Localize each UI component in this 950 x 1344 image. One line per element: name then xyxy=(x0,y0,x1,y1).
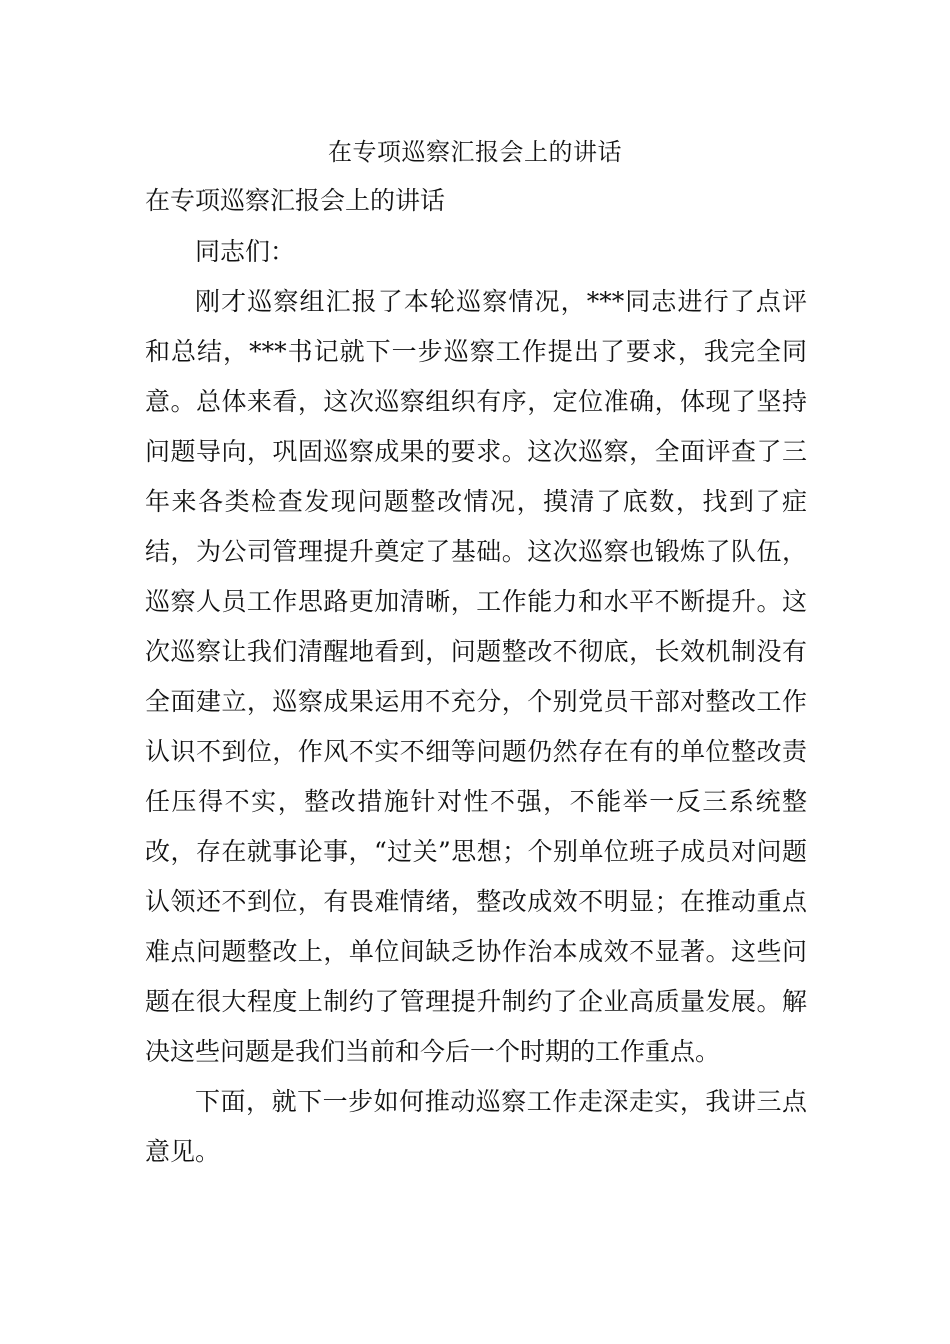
document-body xyxy=(145,227,807,1177)
document-subtitle: 在专项巡察汇报会上的讲话 xyxy=(145,186,446,215)
document-title: 在专项巡察汇报会上的讲话 xyxy=(328,138,622,166)
salutation: 同志们： xyxy=(195,237,296,266)
body-paragraph-2: 下面，就下一步如何推动巡察工作走深走实，我讲三点意见。 xyxy=(145,1087,807,1166)
body-paragraph-1: 刚才巡察组汇报了本轮巡察情况，***同志进行了点评和总结，***书记就下一步巡察工作提出了要求，我完全同意。总体来看，这次巡察组织有序，定位准确，体现了坚持问题导向，巩固巡察成果的要求。这次巡察，全面评查了三年来各类检查发现问题整改情况，摸清了底数，找到了症结，为公司管理提升奠定了基础。这次巡察也锻炼了队伍，巡察人员工作思路更加清晰，工作能力和水平不断提升。这次巡察让我们清醒地看到，问题整改不彻底，长效机制没有全面建立，巡察成果运用不充分，个别党员干部对整改工作认识不到位，作风不实不细等问题仍然存在有的单位整改责任压得不实，整改措施针对性不强，不能举一反三系统整改，存在就事论事，“过关”思想；个别单位班子成员对问题认领还不到位，有畏难情绪，整改成效不明显；在推动重点难点问题整改上，单位间缺乏协作治本成效不显著。这些问题在很大程度上制约了管理提升制约了企业高质量发展。解决这些问题是我们当前和今后一个时期的工作重点。 xyxy=(145,287,807,1066)
